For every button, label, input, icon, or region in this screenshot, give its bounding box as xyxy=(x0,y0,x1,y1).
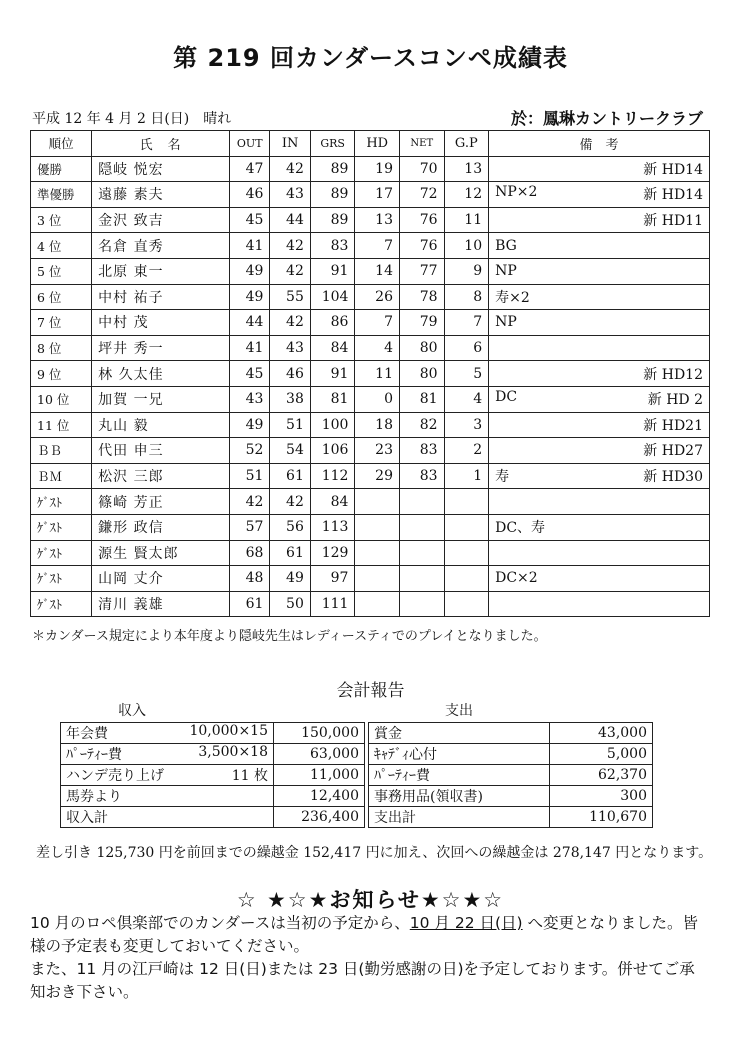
cell-in: 61 xyxy=(270,463,310,489)
notice-new-date: 10 月 22 日(日) xyxy=(409,914,523,932)
venue: 於：鳳琳カントリークラブ xyxy=(510,109,703,128)
expense-label: ｷｬﾃﾞｨ心付 xyxy=(369,744,550,765)
table-row xyxy=(31,258,710,284)
income-table xyxy=(60,722,365,828)
table-row xyxy=(31,489,710,515)
cell-rank: 8 位 xyxy=(31,335,92,361)
cell-net: 79 xyxy=(399,310,444,336)
cell-hd xyxy=(355,489,400,515)
cell-grs: 89 xyxy=(310,207,355,233)
income-label-cell xyxy=(61,744,274,765)
cell-grs: 81 xyxy=(310,386,355,412)
cell-out: 48 xyxy=(230,566,270,592)
cell-name: 金沢 致吉 xyxy=(92,207,230,233)
cell-out: 46 xyxy=(230,182,270,208)
cell-rank: ＢＭ xyxy=(31,463,92,489)
cell-note xyxy=(489,310,710,336)
cell-rank: ｹﾞｽﾄ xyxy=(31,591,92,617)
cell-note xyxy=(489,207,710,233)
cell-rank: ｹﾞｽﾄ xyxy=(31,566,92,592)
expense-amount: 43,000 xyxy=(550,723,653,744)
cell-out: 49 xyxy=(230,258,270,284)
cell-in: 46 xyxy=(270,361,310,387)
note-remark: BG xyxy=(495,237,517,254)
cell-gp xyxy=(444,514,489,540)
cell-grs: 84 xyxy=(310,335,355,361)
cell-out: 49 xyxy=(230,284,270,310)
cell-rank: 10 位 xyxy=(31,386,92,412)
note-new-handicap: 新 HD 2 xyxy=(647,392,703,409)
cell-name: 代田 申三 xyxy=(92,438,230,464)
cell-hd: 23 xyxy=(355,438,400,464)
results-table xyxy=(30,130,710,617)
income-row xyxy=(61,807,365,828)
note-remark: DC xyxy=(495,389,518,406)
cell-hd: 7 xyxy=(355,310,400,336)
table-row xyxy=(31,438,710,464)
cell-name: 加賀 一兄 xyxy=(92,386,230,412)
cell-in: 43 xyxy=(270,335,310,361)
expense-amount: 110,670 xyxy=(550,807,653,828)
cell-grs: 112 xyxy=(310,463,355,489)
income-label: 年会費 xyxy=(66,726,108,742)
income-row xyxy=(61,765,365,786)
cell-hd: 11 xyxy=(355,361,400,387)
table-row xyxy=(31,361,710,387)
cell-gp: 7 xyxy=(444,310,489,336)
income-detail: 10,000×15 xyxy=(189,723,268,739)
cell-in: 42 xyxy=(270,156,310,182)
cell-grs: 83 xyxy=(310,233,355,259)
expense-amount: 5,000 xyxy=(550,744,653,765)
balance-summary: 差し引き 125,730 円を前回までの繰越金 152,417 円に加え、次回への繰越金は 278,147 円となります。 xyxy=(36,845,713,861)
cell-note xyxy=(489,489,710,515)
cell-grs: 84 xyxy=(310,489,355,515)
accounting-title: 会計報告 xyxy=(336,681,405,701)
cell-note xyxy=(489,258,710,284)
cell-net: 76 xyxy=(399,233,444,259)
table-row xyxy=(31,412,710,438)
cell-gp: 1 xyxy=(444,463,489,489)
cell-in: 38 xyxy=(270,386,310,412)
notice-line2: また、11 月の江戸崎は 12 日(日)または 23 日(勤労感謝の日)を予定しております。併せてご承知おき下さい。 xyxy=(30,960,695,1001)
cell-out: 44 xyxy=(230,310,270,336)
expense-amount: 62,370 xyxy=(550,765,653,786)
income-detail: 11 枚 xyxy=(231,768,268,784)
cell-in: 49 xyxy=(270,566,310,592)
cell-note xyxy=(489,233,710,259)
expense-label: ﾊﾟｰﾃｨｰ費 xyxy=(369,765,550,786)
expense-row xyxy=(369,765,653,786)
header-net: NET xyxy=(399,131,444,157)
cell-in: 50 xyxy=(270,591,310,617)
cell-gp: 8 xyxy=(444,284,489,310)
cell-rank: 4 位 xyxy=(31,233,92,259)
note-new-handicap: 新 HD21 xyxy=(643,417,703,434)
cell-hd xyxy=(355,566,400,592)
income-row xyxy=(61,786,365,807)
cell-gp: 5 xyxy=(444,361,489,387)
income-label-cell xyxy=(61,786,274,807)
table-row xyxy=(31,591,710,617)
cell-net xyxy=(399,591,444,617)
table-row xyxy=(31,463,710,489)
cell-name: 丸山 毅 xyxy=(92,412,230,438)
cell-hd: 26 xyxy=(355,284,400,310)
cell-out: 52 xyxy=(230,438,270,464)
table-row xyxy=(31,386,710,412)
cell-out: 47 xyxy=(230,156,270,182)
expense-row xyxy=(369,723,653,744)
cell-hd: 18 xyxy=(355,412,400,438)
income-heading: 収入 xyxy=(118,703,146,719)
cell-net: 76 xyxy=(399,207,444,233)
header-name: 氏 名 xyxy=(92,131,230,157)
table-row xyxy=(31,233,710,259)
cell-in: 51 xyxy=(270,412,310,438)
cell-out: 49 xyxy=(230,412,270,438)
page-title: 第 219 回カンダースコンペ成績表 xyxy=(173,44,568,72)
cell-net: 70 xyxy=(399,156,444,182)
expense-heading: 支出 xyxy=(445,703,473,719)
cell-grs: 106 xyxy=(310,438,355,464)
cell-hd: 0 xyxy=(355,386,400,412)
income-amount: 12,400 xyxy=(274,786,365,807)
cell-net: 83 xyxy=(399,438,444,464)
cell-net: 82 xyxy=(399,412,444,438)
cell-out: 43 xyxy=(230,386,270,412)
cell-in: 42 xyxy=(270,489,310,515)
cell-net xyxy=(399,514,444,540)
note-remark: 寿 xyxy=(495,469,510,486)
table-row xyxy=(31,566,710,592)
note-remark: NP xyxy=(495,263,517,280)
table-row xyxy=(31,182,710,208)
cell-name: 源生 賢太郎 xyxy=(92,540,230,566)
cell-name: 鎌形 政信 xyxy=(92,514,230,540)
cell-gp: 4 xyxy=(444,386,489,412)
cell-net xyxy=(399,489,444,515)
header-hd: HD xyxy=(355,131,400,157)
cell-net: 83 xyxy=(399,463,444,489)
cell-rank: 7 位 xyxy=(31,310,92,336)
cell-rank: ｹﾞｽﾄ xyxy=(31,489,92,515)
cell-name: 名倉 直秀 xyxy=(92,233,230,259)
expense-amount: 300 xyxy=(550,786,653,807)
cell-out: 42 xyxy=(230,489,270,515)
cell-gp: 11 xyxy=(444,207,489,233)
income-amount: 11,000 xyxy=(274,765,365,786)
header-note: 備 考 xyxy=(489,131,710,157)
cell-grs: 91 xyxy=(310,258,355,284)
income-label-cell xyxy=(61,723,274,744)
note-new-handicap: 新 HD11 xyxy=(643,213,703,230)
results-header-row xyxy=(31,131,710,157)
cell-in: 61 xyxy=(270,540,310,566)
header-grs: GRS xyxy=(310,131,355,157)
footnote: ＊カンダース規定により本年度より隠岐先生はレディースティでのプレイとなりました。 xyxy=(32,629,547,644)
expense-row xyxy=(369,807,653,828)
cell-grs: 97 xyxy=(310,566,355,592)
cell-name: 中村 茂 xyxy=(92,310,230,336)
income-label: 馬券より xyxy=(66,789,122,805)
cell-hd: 17 xyxy=(355,182,400,208)
income-detail: 3,500×18 xyxy=(198,744,268,760)
table-row xyxy=(31,540,710,566)
income-label-cell xyxy=(61,807,274,828)
cell-name: 清川 義雄 xyxy=(92,591,230,617)
cell-grs: 113 xyxy=(310,514,355,540)
cell-note xyxy=(489,514,710,540)
cell-rank: 9 位 xyxy=(31,361,92,387)
cell-gp: 9 xyxy=(444,258,489,284)
expense-label: 事務用品(領収書) xyxy=(369,786,550,807)
notice-body xyxy=(30,912,710,1004)
note-remark: NP×2 xyxy=(495,184,538,201)
cell-net: 72 xyxy=(399,182,444,208)
cell-in: 54 xyxy=(270,438,310,464)
cell-name: 松沢 三郎 xyxy=(92,463,230,489)
cell-name: 坪井 秀一 xyxy=(92,335,230,361)
cell-name: 山岡 丈介 xyxy=(92,566,230,592)
expense-table xyxy=(368,722,653,828)
cell-grs: 100 xyxy=(310,412,355,438)
note-new-handicap: 新 HD27 xyxy=(643,443,703,460)
cell-in: 55 xyxy=(270,284,310,310)
cell-gp: 2 xyxy=(444,438,489,464)
cell-hd: 14 xyxy=(355,258,400,284)
cell-gp xyxy=(444,566,489,592)
cell-net: 77 xyxy=(399,258,444,284)
cell-in: 44 xyxy=(270,207,310,233)
expense-label: 賞金 xyxy=(369,723,550,744)
cell-rank: 優勝 xyxy=(31,156,92,182)
expense-row xyxy=(369,744,653,765)
cell-out: 45 xyxy=(230,361,270,387)
expense-row xyxy=(369,786,653,807)
cell-name: 遠藤 素夫 xyxy=(92,182,230,208)
cell-note xyxy=(489,386,710,412)
cell-net: 80 xyxy=(399,361,444,387)
cell-hd xyxy=(355,514,400,540)
cell-gp xyxy=(444,540,489,566)
cell-gp xyxy=(444,489,489,515)
income-label: ハンデ売り上げ xyxy=(66,768,164,784)
note-new-handicap: 新 HD14 xyxy=(643,161,703,178)
table-row xyxy=(31,284,710,310)
table-row xyxy=(31,310,710,336)
cell-hd: 4 xyxy=(355,335,400,361)
cell-net: 78 xyxy=(399,284,444,310)
header-gp: G.P xyxy=(444,131,489,157)
note-remark: DC×2 xyxy=(495,570,538,587)
cell-name: 林 久太佳 xyxy=(92,361,230,387)
income-amount: 236,400 xyxy=(274,807,365,828)
cell-name: 北原 東一 xyxy=(92,258,230,284)
income-amount: 150,000 xyxy=(274,723,365,744)
cell-out: 68 xyxy=(230,540,270,566)
cell-note xyxy=(489,156,710,182)
table-row xyxy=(31,514,710,540)
notice-heading: ☆ ★☆★お知らせ★☆★☆ xyxy=(236,888,505,912)
note-new-handicap: 新 HD30 xyxy=(643,469,703,486)
cell-rank: 11 位 xyxy=(31,412,92,438)
cell-grs: 91 xyxy=(310,361,355,387)
cell-note xyxy=(489,438,710,464)
table-row xyxy=(31,156,710,182)
cell-rank: 3 位 xyxy=(31,207,92,233)
header-out: OUT xyxy=(230,131,270,157)
cell-net: 80 xyxy=(399,335,444,361)
note-remark: NP xyxy=(495,314,517,331)
income-label: ﾊﾟｰﾃｨｰ費 xyxy=(66,747,122,763)
cell-gp: 10 xyxy=(444,233,489,259)
expense-label: 支出計 xyxy=(369,807,550,828)
cell-gp: 13 xyxy=(444,156,489,182)
cell-name: 隠岐 悦宏 xyxy=(92,156,230,182)
cell-in: 42 xyxy=(270,310,310,336)
cell-net xyxy=(399,566,444,592)
cell-hd: 7 xyxy=(355,233,400,259)
cell-grs: 104 xyxy=(310,284,355,310)
cell-note xyxy=(489,463,710,489)
cell-hd xyxy=(355,591,400,617)
cell-rank: ＢＢ xyxy=(31,438,92,464)
cell-rank: ｹﾞｽﾄ xyxy=(31,514,92,540)
cell-note xyxy=(489,566,710,592)
cell-hd: 19 xyxy=(355,156,400,182)
cell-hd: 29 xyxy=(355,463,400,489)
cell-net xyxy=(399,540,444,566)
cell-name: 中村 祐子 xyxy=(92,284,230,310)
notice-line1-c: へ変更となりました。皆様の予定表も変更しておいてください。 xyxy=(30,914,699,955)
cell-note xyxy=(489,540,710,566)
cell-note xyxy=(489,335,710,361)
income-row xyxy=(61,744,365,765)
income-label-cell xyxy=(61,765,274,786)
cell-rank: 5 位 xyxy=(31,258,92,284)
notice-line1-a: 10 月のロペ倶楽部でのカンダースは当初の予定から、 xyxy=(30,914,410,932)
cell-gp: 3 xyxy=(444,412,489,438)
cell-hd: 13 xyxy=(355,207,400,233)
header-rank: 順位 xyxy=(31,131,92,157)
cell-grs: 111 xyxy=(310,591,355,617)
cell-name: 篠崎 芳正 xyxy=(92,489,230,515)
cell-note xyxy=(489,591,710,617)
cell-out: 41 xyxy=(230,233,270,259)
cell-out: 41 xyxy=(230,335,270,361)
table-row xyxy=(31,207,710,233)
cell-rank: 6 位 xyxy=(31,284,92,310)
cell-grs: 86 xyxy=(310,310,355,336)
note-remark: DC、寿 xyxy=(495,520,546,537)
income-row xyxy=(61,723,365,744)
cell-gp: 6 xyxy=(444,335,489,361)
event-date: 平成 12 年 4 月 2 日(日) 晴れ xyxy=(32,111,232,127)
cell-note xyxy=(489,412,710,438)
cell-note xyxy=(489,361,710,387)
cell-rank: 準優勝 xyxy=(31,182,92,208)
cell-out: 51 xyxy=(230,463,270,489)
header-in: IN xyxy=(270,131,310,157)
cell-rank: ｹﾞｽﾄ xyxy=(31,540,92,566)
cell-grs: 89 xyxy=(310,156,355,182)
cell-out: 61 xyxy=(230,591,270,617)
cell-grs: 89 xyxy=(310,182,355,208)
cell-out: 57 xyxy=(230,514,270,540)
cell-gp xyxy=(444,591,489,617)
note-remark: 寿×2 xyxy=(495,289,530,306)
income-amount: 63,000 xyxy=(274,744,365,765)
cell-gp: 12 xyxy=(444,182,489,208)
cell-note xyxy=(489,182,710,208)
cell-in: 56 xyxy=(270,514,310,540)
note-new-handicap: 新 HD12 xyxy=(643,366,703,383)
cell-note xyxy=(489,284,710,310)
cell-net: 81 xyxy=(399,386,444,412)
cell-hd xyxy=(355,540,400,566)
cell-in: 43 xyxy=(270,182,310,208)
cell-grs: 129 xyxy=(310,540,355,566)
cell-in: 42 xyxy=(270,258,310,284)
cell-in: 42 xyxy=(270,233,310,259)
income-label: 収入計 xyxy=(66,810,108,826)
note-new-handicap: 新 HD14 xyxy=(643,187,703,204)
table-row xyxy=(31,335,710,361)
cell-out: 45 xyxy=(230,207,270,233)
